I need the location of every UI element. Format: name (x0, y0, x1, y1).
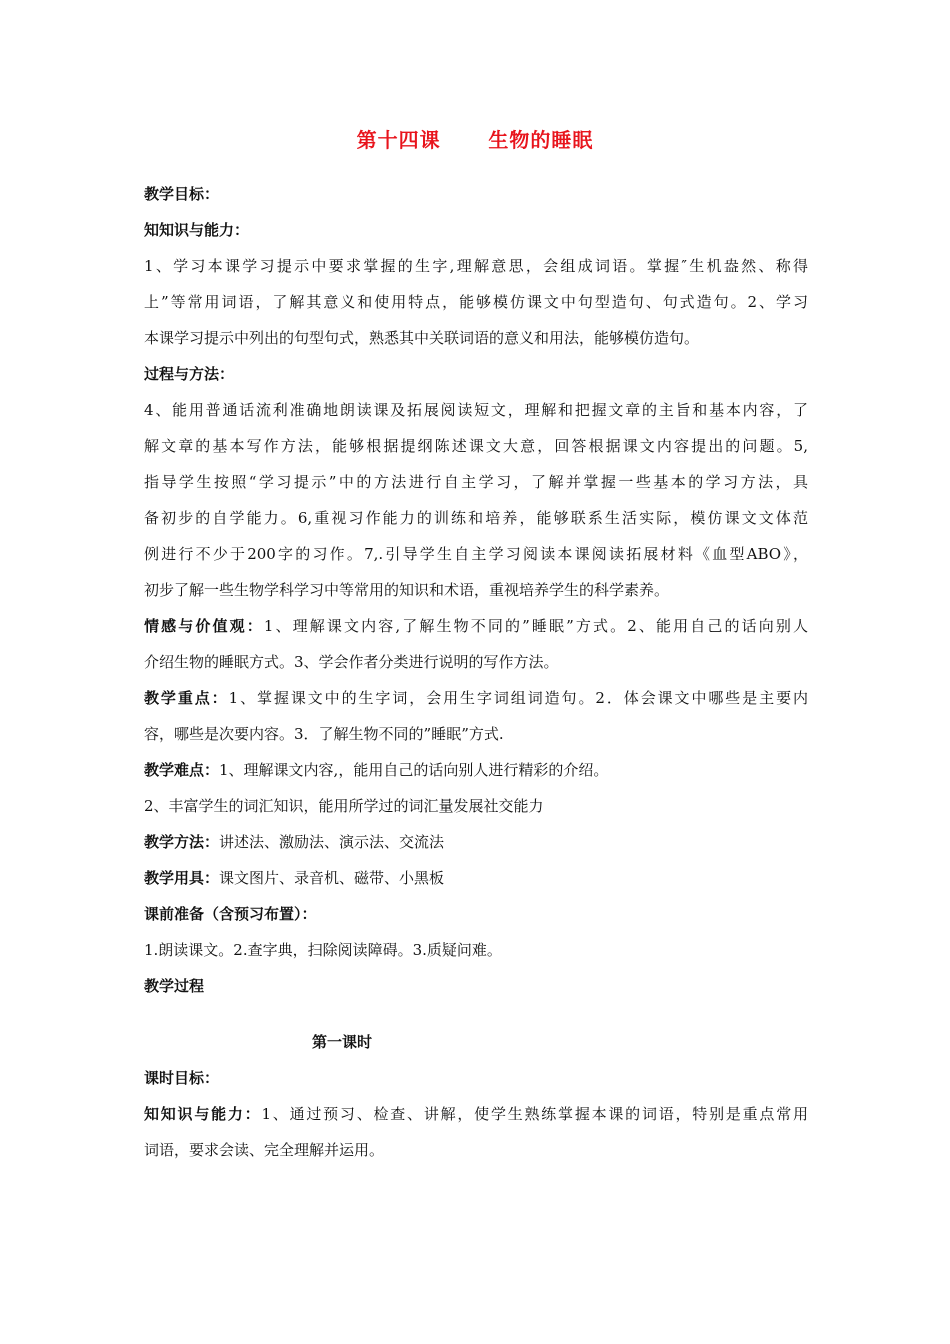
teaching-method-label: 教学方法： (144, 833, 220, 851)
teaching-method-line (144, 824, 808, 860)
key-points-line (144, 680, 808, 716)
key-points-label: 教学重点： (144, 689, 229, 707)
paragraph-line: 词语，要求会读、完全理解并运用。 (144, 1141, 385, 1159)
paragraph-line: 初步了解一些生物学科学习中等常用的知识和术语，重视培养学生的科学素养。 (144, 581, 670, 599)
spacer (144, 1004, 808, 1024)
paragraph-line: 本课学习提示中列出的句型句式，熟悉其中关联词语的意义和用法，能够模仿造句。 (144, 329, 700, 347)
paragraph-line: 备初步的自学能力。6,重视习作能力的训练和培养，能够联系生活实际，模仿课文文体范 (144, 509, 808, 527)
lesson-knowledge-line (144, 1096, 808, 1132)
key-points-text: 1、掌握课文中的生字词，会用生字词组词造句。2．体会课文中哪些是主要内 (228, 689, 808, 707)
paragraph-line: 指导学生按照“学习提示”中的方法进行自主学习，了解并掌握一些基本的学习方法，具 (144, 473, 808, 491)
paragraph-line: 例进行不少于200字的习作。7,.引导学生自主学习阅读本课阅读拓展材料《血型ABO》， (144, 545, 808, 563)
preparation-text: 1.朗读课文。2.查字典，扫除阅读障碍。3.质疑问难。 (144, 941, 502, 959)
lesson-knowledge-text: 1、通过预习、检查、讲解，使学生熟练掌握本课的词语，特别是重点常用 (261, 1105, 808, 1123)
paragraph-line: 1、学习本课学习提示中要求掌握的生字,理解意思，会组成词语。掌握″生机盎然、称得 (144, 257, 808, 275)
process-method-heading: 过程与方法： (144, 365, 235, 383)
emotion-values-text: 1、理解课文内容,了解生物不同的”睡眠”方式。2、能用自己的话向别人 (263, 617, 808, 635)
paragraph-line: 2、丰富学生的词汇知识，能用所学过的词汇量发展社交能力 (144, 797, 544, 815)
teaching-tools-text: 课文图片、录音机、磁带、小黑板 (219, 869, 445, 887)
teaching-goals-heading: 教学目标： (144, 185, 220, 203)
paragraph-line: 容，哪些是次要内容。3．了解生物不同的”睡眠”方式. (144, 725, 504, 743)
emotion-values-label: 情感与价值观： (144, 617, 264, 635)
preparation-heading: 课前准备（含预习布置）： (144, 905, 317, 923)
paragraph-line: 介绍生物的睡眠方式。3、学会作者分类进行说明的写作方法。 (144, 653, 559, 671)
lesson-title: 第一课时 (312, 1033, 373, 1051)
teaching-method-text: 讲述法、激励法、演示法、交流法 (219, 833, 445, 851)
difficulty-line (144, 752, 808, 788)
knowledge-ability-heading: 知知识与能力： (144, 221, 250, 239)
paragraph-line: 解文章的基本写作方法，能够根据提纲陈述课文大意，回答根据课文内容提出的问题。5, (144, 437, 808, 455)
paragraph-line: 4、能用普通话流利准确地朗读课及拓展阅读短文，理解和把握文章的主旨和基本内容，了 (144, 401, 808, 419)
page-title: 第十四课 生物的睡眠 (356, 128, 594, 152)
teaching-tools-label: 教学用具： (144, 869, 220, 887)
lesson-goals-heading: 课时目标： (144, 1069, 220, 1087)
difficulty-label: 教学难点： (144, 761, 220, 779)
paragraph-line: 上”等常用词语，了解其意义和使用特点，能够模仿课文中句型造句、句式造句。2、学习 (144, 293, 808, 311)
lesson-knowledge-label: 知知识与能力： (144, 1105, 262, 1123)
teaching-process-heading: 教学过程 (144, 977, 205, 995)
emotion-values-line (144, 608, 808, 644)
teaching-tools-line (144, 860, 808, 896)
difficulty-text: 1、理解课文内容,，能用自己的话向别人进行精彩的介绍。 (219, 761, 609, 779)
document-body (144, 176, 808, 1168)
